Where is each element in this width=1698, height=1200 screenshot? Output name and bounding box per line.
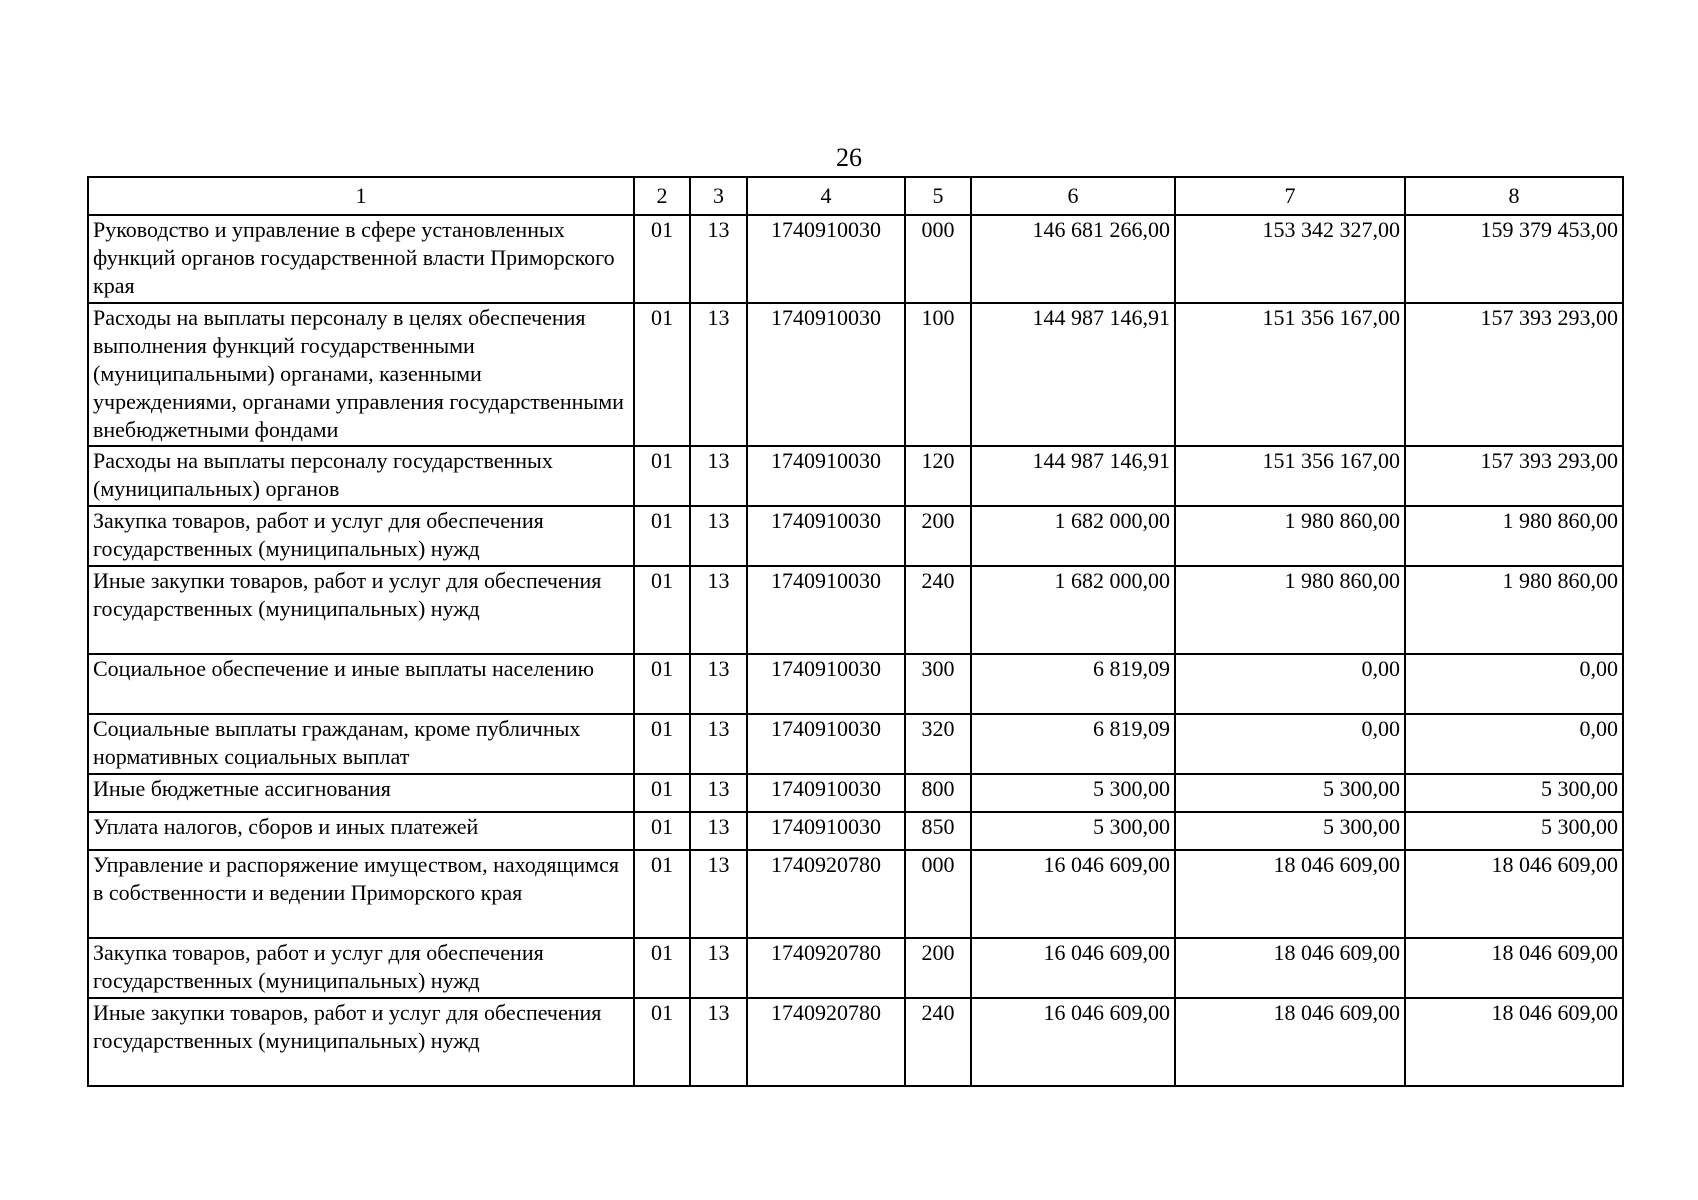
table-row	[88, 714, 1623, 774]
table-row	[88, 654, 1623, 714]
row-amount-7: 18 046 609,00	[1175, 850, 1405, 938]
row-target: 1740910030	[747, 654, 905, 714]
row-amount-6: 1 682 000,00	[971, 506, 1175, 566]
row-expense: 320	[905, 714, 971, 774]
table-row	[88, 812, 1623, 850]
row-amount-8: 0,00	[1405, 714, 1623, 774]
row-name: Иные закупки товаров, работ и услуг для обеспечения государственных (муниципальных) нужд	[88, 566, 634, 654]
row-amount-8: 1 980 860,00	[1405, 566, 1623, 654]
row-amount-7: 151 356 167,00	[1175, 303, 1405, 446]
row-amount-6: 16 046 609,00	[971, 998, 1175, 1086]
budget-table	[87, 176, 1624, 1087]
row-subsection: 13	[690, 812, 747, 850]
row-expense: 200	[905, 506, 971, 566]
row-amount-8: 159 379 453,00	[1405, 215, 1623, 303]
row-section: 01	[634, 938, 690, 998]
row-amount-8: 18 046 609,00	[1405, 998, 1623, 1086]
header-cell-3: 3	[690, 177, 747, 215]
row-section: 01	[634, 774, 690, 812]
row-amount-6: 16 046 609,00	[971, 850, 1175, 938]
row-section: 01	[634, 850, 690, 938]
row-amount-7: 153 342 327,00	[1175, 215, 1405, 303]
row-amount-6: 6 819,09	[971, 714, 1175, 774]
row-name: Закупка товаров, работ и услуг для обеспечения государственных (муниципальных) нужд	[88, 506, 634, 566]
table-row	[88, 774, 1623, 812]
row-target: 1740910030	[747, 303, 905, 446]
header-cell-8: 8	[1405, 177, 1623, 215]
row-name: Уплата налогов, сборов и иных платежей	[88, 812, 634, 850]
row-amount-8: 5 300,00	[1405, 812, 1623, 850]
row-target: 1740910030	[747, 812, 905, 850]
page-number: 26	[836, 143, 862, 172]
header-cell-4: 4	[747, 177, 905, 215]
row-subsection: 13	[690, 215, 747, 303]
header-cell-1: 1	[88, 177, 634, 215]
row-amount-7: 1 980 860,00	[1175, 566, 1405, 654]
row-name: Социальное обеспечение и иные выплаты населению	[88, 654, 634, 714]
row-amount-7: 5 300,00	[1175, 774, 1405, 812]
row-target: 1740920780	[747, 938, 905, 998]
row-name: Управление и распоряжение имуществом, находящимся в собственности и ведении Приморского края	[88, 850, 634, 938]
row-amount-8: 157 393 293,00	[1405, 303, 1623, 446]
row-amount-7: 1 980 860,00	[1175, 506, 1405, 566]
row-amount-6: 146 681 266,00	[971, 215, 1175, 303]
row-subsection: 13	[690, 506, 747, 566]
row-name: Расходы на выплаты персоналу государственных (муниципальных) органов	[88, 446, 634, 506]
row-amount-6: 5 300,00	[971, 812, 1175, 850]
row-expense: 240	[905, 998, 971, 1086]
table-row	[88, 506, 1623, 566]
row-name: Руководство и управление в сфере установленных функций органов государственной власти Приморского края	[88, 215, 634, 303]
row-amount-8: 0,00	[1405, 654, 1623, 714]
table-row	[88, 215, 1623, 303]
row-target: 1740910030	[747, 506, 905, 566]
row-target: 1740910030	[747, 446, 905, 506]
row-target: 1740910030	[747, 215, 905, 303]
row-section: 01	[634, 446, 690, 506]
row-subsection: 13	[690, 998, 747, 1086]
row-expense: 100	[905, 303, 971, 446]
row-amount-7: 151 356 167,00	[1175, 446, 1405, 506]
row-amount-8: 1 980 860,00	[1405, 506, 1623, 566]
row-section: 01	[634, 998, 690, 1086]
row-name: Социальные выплаты гражданам, кроме публичных нормативных социальных выплат	[88, 714, 634, 774]
row-expense: 240	[905, 566, 971, 654]
row-name: Иные закупки товаров, работ и услуг для обеспечения государственных (муниципальных) нужд	[88, 998, 634, 1086]
row-target: 1740920780	[747, 998, 905, 1086]
row-amount-6: 1 682 000,00	[971, 566, 1175, 654]
row-subsection: 13	[690, 938, 747, 998]
row-target: 1740910030	[747, 714, 905, 774]
row-subsection: 13	[690, 714, 747, 774]
row-expense: 000	[905, 215, 971, 303]
row-expense: 200	[905, 938, 971, 998]
row-amount-7: 0,00	[1175, 654, 1405, 714]
row-section: 01	[634, 714, 690, 774]
row-subsection: 13	[690, 303, 747, 446]
header-cell-5: 5	[905, 177, 971, 215]
header-cell-7: 7	[1175, 177, 1405, 215]
row-amount-7: 0,00	[1175, 714, 1405, 774]
row-expense: 000	[905, 850, 971, 938]
row-name: Иные бюджетные ассигнования	[88, 774, 634, 812]
row-amount-8: 157 393 293,00	[1405, 446, 1623, 506]
row-amount-8: 5 300,00	[1405, 774, 1623, 812]
row-amount-8: 18 046 609,00	[1405, 938, 1623, 998]
row-amount-6: 6 819,09	[971, 654, 1175, 714]
row-section: 01	[634, 506, 690, 566]
header-cell-6: 6	[971, 177, 1175, 215]
row-section: 01	[634, 303, 690, 446]
row-section: 01	[634, 215, 690, 303]
row-subsection: 13	[690, 774, 747, 812]
row-expense: 300	[905, 654, 971, 714]
row-amount-8: 18 046 609,00	[1405, 850, 1623, 938]
row-expense: 800	[905, 774, 971, 812]
row-target: 1740920780	[747, 850, 905, 938]
row-amount-7: 18 046 609,00	[1175, 938, 1405, 998]
table-row	[88, 998, 1623, 1086]
row-name: Расходы на выплаты персоналу в целях обеспечения выполнения функций государственными (муниципальными) органами, казенными учреждениями, органами управления государственными внебюджетными фондами	[88, 303, 634, 446]
row-name: Закупка товаров, работ и услуг для обеспечения государственных (муниципальных) нужд	[88, 938, 634, 998]
row-expense: 120	[905, 446, 971, 506]
row-subsection: 13	[690, 566, 747, 654]
row-amount-6: 16 046 609,00	[971, 938, 1175, 998]
row-amount-6: 144 987 146,91	[971, 446, 1175, 506]
row-target: 1740910030	[747, 774, 905, 812]
row-subsection: 13	[690, 850, 747, 938]
row-section: 01	[634, 566, 690, 654]
header-row	[88, 177, 1623, 215]
row-target: 1740910030	[747, 566, 905, 654]
row-amount-6: 5 300,00	[971, 774, 1175, 812]
table-row	[88, 566, 1623, 654]
row-amount-6: 144 987 146,91	[971, 303, 1175, 446]
table-row	[88, 938, 1623, 998]
row-amount-7: 18 046 609,00	[1175, 998, 1405, 1086]
row-section: 01	[634, 654, 690, 714]
row-section: 01	[634, 812, 690, 850]
row-subsection: 13	[690, 654, 747, 714]
row-amount-7: 5 300,00	[1175, 812, 1405, 850]
table-row	[88, 446, 1623, 506]
table-row	[88, 303, 1623, 446]
table-row	[88, 850, 1623, 938]
header-cell-2: 2	[634, 177, 690, 215]
row-subsection: 13	[690, 446, 747, 506]
row-expense: 850	[905, 812, 971, 850]
